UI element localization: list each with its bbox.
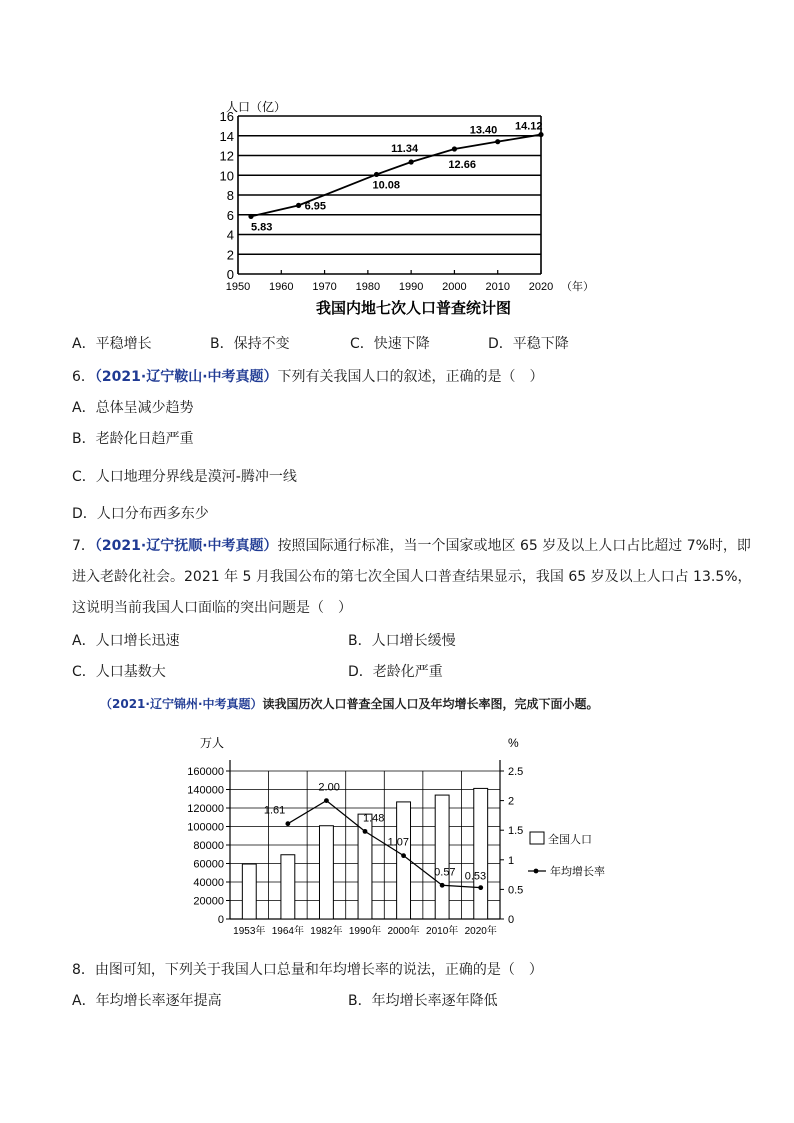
data-point [452,146,457,151]
x-tick-label: 1964年 [271,926,304,937]
question-7-stem-line3: 这说明当前我国人口面临的突出问题是（ ） [72,600,352,616]
y-left-tick-label: 20000 [193,895,224,908]
growth-label: 0.53 [464,870,487,883]
y-right-tick-label: 2.5 [508,766,524,778]
bar [242,864,256,919]
x-tick-label: 2010年 [426,926,459,937]
data-point [495,139,500,144]
x-tick-label: 1982年 [310,926,343,937]
bar [397,802,411,919]
growth-label: 1.61 [263,804,286,817]
data-label: 6.95 [304,200,327,213]
question-number: 7． [72,538,95,554]
question-7-stem-line2: 进入老龄化社会。2021 年 5 月我国公布的第七次全国人口普查结果显示，我国 65 岁及以上人口占 13.5%， [72,569,752,585]
bar [319,826,333,919]
data-point [374,172,379,177]
data-label: 13.40 [469,124,498,137]
growth-point [440,883,445,888]
y-axis-label: 人口（亿） [226,100,287,114]
q5-option-b: B．保持不变 [210,336,290,352]
y-left-tick-label: 160000 [187,766,224,778]
x-tick-label: 2000 [442,281,467,293]
y-left-tick-label: 0 [217,914,224,926]
q8-option-a: A．年均增长率逐年提高 [72,993,222,1009]
y-tick-label: 10 [219,168,234,184]
y-left-tick-label: 80000 [193,840,224,852]
legend-line-marker [534,869,539,874]
q7-option-a: A．人口增长迅速 [72,633,180,649]
growth-label: 1.07 [387,836,409,849]
question-group-intro [100,694,599,714]
x-tick-label: 1960 [269,281,294,293]
q6-option-d: D．人口分布西多东少 [72,506,209,522]
question-6-stem [72,367,544,387]
legend-bar-swatch [530,832,544,844]
x-axis-label: （年） [561,281,594,293]
data-label: 10.08 [372,179,401,192]
q6-option-b: B．老龄化日趋严重 [72,431,194,447]
y-left-tick-label: 100000 [187,821,224,834]
q6-option-c: C．人口地理分界线是漠河-腾冲一线 [72,469,297,485]
question-text: 读我国历次人口普查全国人口及年均增长率图，完成下面小题。 [262,697,599,711]
x-tick-label: 2010 [485,281,510,293]
y-tick-label: 8 [226,188,234,203]
question-text: 按照国际通行标准，当一个国家或地区 65 岁及以上人口占比超过 7%时，即 [277,538,751,554]
growth-point [363,829,368,834]
data-point [248,214,253,219]
combo-chart-body [187,736,605,937]
y-right-tick-label: 0.5 [508,884,524,897]
growth-point [478,885,483,890]
y-tick-label: 6 [226,207,234,223]
y-right-tick-label: 2 [508,795,515,808]
chart-title: 我国内地七次人口普查统计图 [315,300,512,317]
y-tick-label: 0 [226,267,234,282]
population-line-chart [215,95,595,327]
question-8-stem: 8．由图可知，下列关于我国人口总量和年均增长率的说法，正确的是（ ） [72,962,543,978]
y-left-tick-label: 40000 [193,877,224,889]
question-source: （2021·辽宁鞍山·中考真题） [94,369,278,385]
q6-option-a: A．总体呈减少趋势 [72,400,194,416]
bar [435,795,449,919]
y-left-tick-label: 120000 [187,803,224,815]
x-tick-label: 2020 [528,281,554,293]
x-tick-label: 2000年 [387,926,420,937]
bar [474,788,488,919]
growth-point [324,798,329,803]
data-label: 12.66 [448,158,476,171]
legend-bar-label: 全国人口 [548,834,592,846]
q7-option-b: B．人口增长缓慢 [348,633,456,649]
data-point [538,132,543,137]
y-left-tick-label: 140000 [187,784,224,797]
growth-label: 2.00 [318,781,340,794]
q7-option-d: D．老龄化严重 [348,664,443,680]
q7-option-c: C．人口基数大 [72,664,166,680]
x-tick-label: 2020年 [464,926,497,937]
data-label: 14.12 [515,120,543,133]
question-source: （2021·辽宁抚顺·中考真题） [94,538,278,554]
growth-label: 1.48 [363,812,385,825]
q5-option-c: C．快速下降 [350,336,430,352]
data-label: 11.34 [391,143,419,156]
q5-option-d: D．平稳下降 [488,336,569,352]
x-tick-label: 1990 [398,281,424,293]
question-number: 6． [72,369,95,385]
q5-option-a: A．平稳增长 [72,336,152,352]
y-tick-label: 16 [219,109,234,124]
q8-option-b: B．年均增长率逐年降低 [348,993,498,1009]
x-tick-label: 1953年 [233,926,266,937]
y-left-tick-label: 60000 [193,858,224,871]
y-tick-label: 4 [226,227,234,243]
bar [281,855,295,919]
y-tick-label: 14 [219,128,234,144]
growth-point [285,821,290,826]
y-left-axis-label: 万人 [200,736,225,750]
y-right-tick-label: 0 [508,914,515,926]
x-tick-label: 1980 [355,281,381,293]
y-right-tick-label: 1.5 [508,825,524,838]
question-text: 下列有关我国人口的叙述，正确的是（ ） [277,369,544,385]
x-tick-label: 1970 [312,281,337,293]
question-7-stem-line1 [72,536,751,556]
growth-label: 0.57 [434,866,456,879]
line-chart-body [220,100,594,317]
data-point [409,159,414,164]
data-label: 5.83 [250,221,273,234]
y-tick-label: 12 [219,148,234,164]
x-tick-label: 1950 [225,281,251,293]
population-bar-growth-chart [170,730,630,945]
y-right-axis-label: % [508,736,519,750]
question-source: （2021·辽宁锦州·中考真题） [100,697,263,711]
y-tick-label: 2 [226,247,234,263]
legend-line-label: 年均增长率 [550,866,605,878]
y-right-tick-label: 1 [508,854,515,867]
data-point [296,203,301,208]
x-tick-label: 1990年 [348,926,382,937]
growth-point [401,853,406,858]
